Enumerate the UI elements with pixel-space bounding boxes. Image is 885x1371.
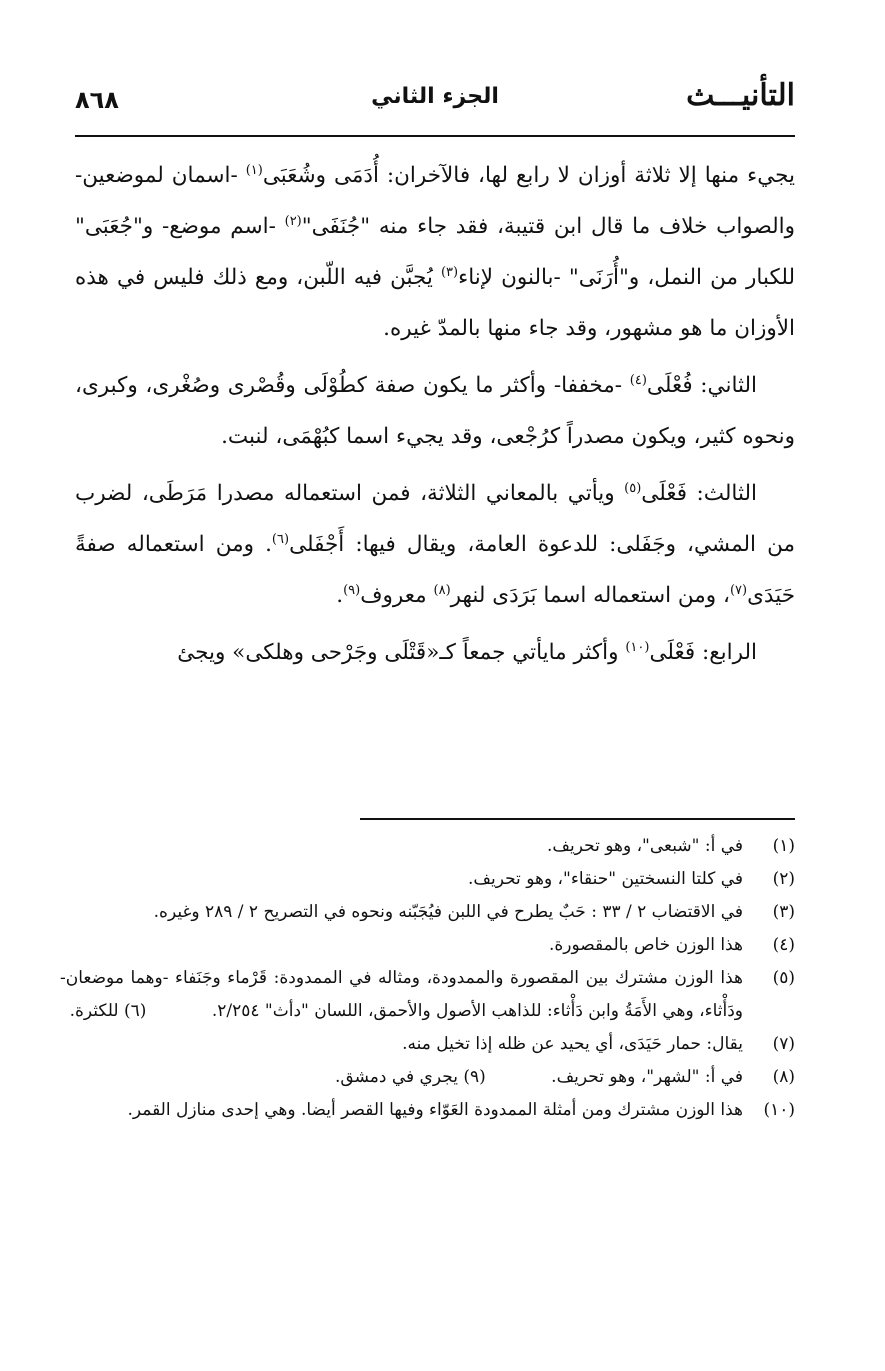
footnote <box>60 962 795 1028</box>
footnote-text: هذا الوزن مشترك بين المقصورة والممدودة، ومثاله في الممدودة: قَرْماء وجَنَفاء -وهما موضعان- ودَأْثاء، وهي الأَمَةُ وابن دَأْثاء: للذاهب الأصول والأحمق، اللسان "دأث" ٢/٢٥٤. <box>60 968 743 1021</box>
footnote <box>60 896 795 929</box>
footnote-text: يقال: حمار حَيَدَى، أي يحيد عن ظله إذا تخيل منه. <box>402 1034 743 1054</box>
footnote-text: للكثرة. <box>69 1001 119 1021</box>
footnote <box>60 1028 795 1061</box>
footnote-number: (٣) <box>772 902 795 922</box>
footnote-text: في الاقتضاب ٢ / ٣٣ : حَبٌ يطرح في اللبن فيُجَبّنه ونحوه في التصريح ٢ / ٢٨٩ وغيره. <box>153 902 743 922</box>
footnote-ref: (٧) <box>729 582 748 598</box>
page-number: ٨٦٨ <box>75 86 119 114</box>
footnote-text: في أ: "شبعى"، وهو تحريف. <box>546 836 743 856</box>
footnote <box>60 1094 795 1127</box>
footnote-number: (٨) <box>772 1067 795 1087</box>
footnote-text: في كلتا النسختين "حنقاء"، وهو تحريف. <box>467 869 743 889</box>
footnote <box>60 1061 795 1094</box>
footnote-number: (٢) <box>772 869 795 889</box>
paragraph: يجيء منها إلا ثلاثة أوزان لا رابع لها، فالآخران: أُدَمَى وشُعَبَى$^{(١)}$ -اسمان لموضعين- والصواب خلاف ما قال ابن قتيبة، فقد جاء منه "جُنَفَى"$^{(٢)}$ -اسم موضع- و"جُعَبَى" للكبار من النمل، و"أُرَنَى" -بالنون لإناء$^{(٣)}$ يُجبَّن فيه اللّبن، ومع ذلك فليس في هذه الأوزان ما هو مشهور، وقد جاء منها بالمدّ غيره. <box>75 162 796 341</box>
footnote-number: (١٠) <box>763 1100 795 1120</box>
footnote <box>60 863 795 896</box>
footnote-ref: (١) <box>245 162 263 178</box>
footnote-text: في أ: "لشهر"، وهو تحريف. <box>551 1067 743 1087</box>
chapter-title: التأنيـــث <box>686 78 795 113</box>
footnote-text: هذا الوزن خاص بالمقصورة. <box>548 935 743 955</box>
header-rule <box>75 135 795 137</box>
paragraph: الرابع: فَعْلَى$^{(١٠)}$ وأكثر مايأتي جمعاً كـ«قَتْلَى وجَرْحى وهلكى» ويجئ <box>177 639 757 665</box>
footnote-number: (٥) <box>772 968 795 988</box>
footnote <box>60 929 795 962</box>
footnote-ref: (٨) <box>433 582 451 598</box>
footnote-ref: (٩) <box>343 582 361 598</box>
main-text <box>75 150 795 684</box>
footnote-ref: (٤) <box>629 372 647 388</box>
footnote-number: (٧) <box>772 1034 795 1054</box>
footnote-text: هذا الوزن مشترك ومن أمثلة الممدودة العَوّاء وفيها القصر أيضا. وهي إحدى منازل القمر. <box>127 1100 743 1120</box>
footnote-number: (٩) <box>463 1067 486 1087</box>
footnote-text: يجري في دمشق. <box>335 1067 458 1087</box>
footnote-ref: (٢) <box>284 213 302 229</box>
footnote-ref: (٣) <box>440 264 459 280</box>
footnote-number: (٦) <box>124 1001 147 1021</box>
volume-label: الجزء الثاني <box>371 84 499 109</box>
footnotes <box>60 830 795 1127</box>
footnote-ref: (١٠) <box>625 639 650 655</box>
footnote-rule <box>360 818 795 820</box>
footnote-ref: (٥) <box>624 480 642 496</box>
paragraph: الثاني: فُعْلَى$^{(٤)}$ -مخففا- وأكثر ما يكون صفة كطُوْلَى وقُصْرى وصُغْرى، وكبرى، ونحوه كثير، ويكون مصدراً كرُجْعى، وقد يجيء اسما كبُهْمَى، لنبت. <box>75 372 795 449</box>
footnote-ref: (٦) <box>271 531 290 547</box>
page-header <box>75 78 795 128</box>
footnote-number: (١) <box>772 836 795 856</box>
footnote <box>60 830 795 863</box>
footnote-number: (٤) <box>772 935 795 955</box>
paragraph: الثالث: فَعْلَى$^{(٥)}$ ويأتي بالمعاني الثلاثة، فمن استعماله مصدرا مَرَطَى، لضرب من المشي، وجَفَلى: للدعوة العامة، ويقال فيها: أَجْفَلى$^{(٦)}$. ومن استعماله صفةً حَيَدَى$^{(٧)}$، ومن استعماله اسما بَرَدَى لنهر$^{(٨)}$ معروف$^{(٩)}$. <box>75 480 795 608</box>
